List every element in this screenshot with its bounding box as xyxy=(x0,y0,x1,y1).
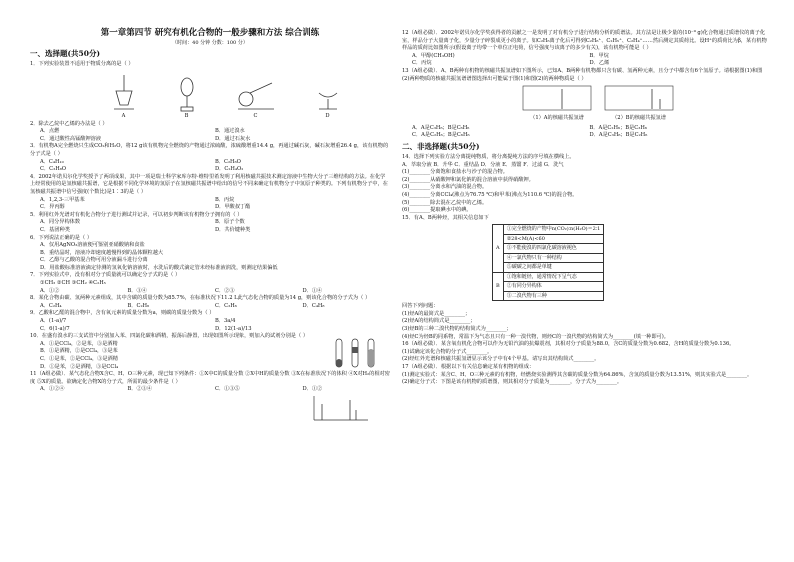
nmr-caption-a: （1）A的核磁共振氢谱 xyxy=(530,115,584,122)
option: A．①是CCl₄，②是苯，③是酒精 xyxy=(40,340,118,347)
option: ①CH₃ ②CH ③CH₂ ④C₂H₅ xyxy=(40,280,106,287)
list-item: (5)________除去混在乙烷中的乙烯。 xyxy=(402,199,488,206)
option: A．①② xyxy=(40,287,60,294)
list-item: (4)烃C为烃B的同系物，常温下为气态且只有一种一溴代物，则烃C的一溴代物的结构简式为________(填一种即可)。 xyxy=(402,333,669,340)
list-item: (1)________分离饱和食盐水与沙子的混合物。 xyxy=(402,169,508,176)
option: B．通过溴水 xyxy=(215,128,245,135)
option: A．A是C₃H₆；B是C₆H₆ xyxy=(412,124,470,131)
table-cell: A xyxy=(493,225,504,273)
option: C．通过酸性高锰酸钾溶液 xyxy=(40,135,102,142)
question-13: 13（A组必做）．A、B两种有机物的核磁共振氢谱如下图所示，已知A、B两种有机物都只含有碳、氢两种元素，且分子中都含有6个氢原子。请根据图(1)和图(2)两种物质的核磁共振氢谱谱图选择出可能属于图(1)和图(2)的两种物质是（ ） xyxy=(402,67,763,82)
apparatus-figure xyxy=(30,69,390,121)
test-tube-icon xyxy=(324,333,390,371)
option: B．C₂H₆O xyxy=(215,158,241,165)
question-16: 16（A组必做）．某含氧有机化合物可以作为无铅汽油的抗爆震剂，其相对分子质量为88.0，含C的质量分数为0.682，含H的质量分数为0.136。 xyxy=(402,341,735,348)
option: A．C₄H₁₀ xyxy=(40,158,64,165)
question-4: 4．2002年诺贝尔化学奖授予了两项成果，其中一项是瑞士科学家库尔特·维特里希发明了利用核磁共振技术测定溶液中生物大分子三维结构的方法。在化学上经常使用的是氢核磁共振谱，它是根据不同化学环境的氢原子在氢核磁共振谱中给出的信号不同来确定有机物分子中氢原子种类的。下列有机物分子中，在氢核磁共振谱中信号强度(个数比)是1∶3的是（ ） xyxy=(30,173,388,195)
exam-meta: （时间：40 分钟 分数：100 分） xyxy=(172,40,248,46)
table-cell: ④一氯代物只有一种结构 xyxy=(503,253,604,263)
question-8: 8．某化合物由碳、氢两种元素组成，其中含碳的质量分数为85.7%，在标准状况下11.2 L此气态化合物的质量为14 g，则该化合物的分子式为（ ） xyxy=(30,295,371,302)
list-item: (1)测定实验式：某含C、H、O三种元素的有机物，经燃烧实验测得其含碳的质量分数为64.86%，含氢的质量分数为13.51%，则其实验式是________。 xyxy=(402,371,753,378)
question-10: 10．在盛有溴水的三支试管中分别加入苯、四氯化碳和酒精，振荡后静置，出现如图所示现象，则加入的试剂分别是（ ） xyxy=(30,333,309,340)
option: A．C₂H₄ xyxy=(40,302,62,309)
option: B．②③④ xyxy=(127,386,153,393)
option: C．基团种类 xyxy=(40,226,70,233)
separatory-funnel-icon xyxy=(177,73,197,113)
option: D．用盐酸标准溶液滴定待测的氢氧化钠溶液时，水洗后的酸式滴定管未经标准液润洗，则测定结果偏低 xyxy=(40,264,278,271)
option: A．同分异构体数 xyxy=(40,219,81,226)
option: D．12(1-a)/13 xyxy=(215,325,252,332)
option: B．C₂H₆ xyxy=(127,302,150,309)
list-item: (2)经红外光谱和核磁共振氢谱显示该分子中有4个甲基。请写出其结构简式________。 xyxy=(402,356,600,363)
distillation-icon xyxy=(236,73,276,113)
table-cell: ②有同分异构体 xyxy=(503,282,604,292)
flask-apparatus-icon xyxy=(110,73,138,113)
evaporation-icon xyxy=(315,73,341,113)
question-7: 7．下列实验式中，没有相对分子质量就可以确定分子式的是（ ） xyxy=(30,272,181,279)
option: A．1,2,3-三甲基苯 xyxy=(40,196,85,203)
list-item: (1)烃A的最简式是________； xyxy=(402,310,471,317)
figure-label-d: D xyxy=(325,113,330,119)
option: C．异丙醇 xyxy=(40,204,65,211)
nmr-spectrum-icon xyxy=(522,85,592,115)
table-cell: ③不能使溴的四氯化碳溶液褪色 xyxy=(503,244,604,254)
option: B．甲烷 xyxy=(589,52,609,59)
question-3: 3．有机物A完全燃烧只生成CO₂和H₂O，将12 g该有机物完全燃烧的产物通过浓硫酸，浓硫酸增重14.4 g，再通过碱石灰，碱石灰增重26.4 g，该有机物的分子式是（ ） xyxy=(30,143,389,157)
option: A．点燃 xyxy=(40,128,60,135)
question-14-methods: A．萃取分液 B．升华 C．重结晶 D．分液 E．蒸馏 F．过滤 G．洗气 xyxy=(402,161,564,168)
option: D．共价键种类 xyxy=(215,226,251,233)
nmr-figures xyxy=(402,85,767,123)
option: C．6(1-a)/7 xyxy=(40,325,70,332)
question-14: 14．选择下列实验方法分离提纯物质，将分离提纯方法的序号填在横线上。 xyxy=(402,153,575,160)
question-12: 12（A组必做）．2002年诺贝尔化学奖获得者的贡献之一是发明了对有机分子进行结构分析的质谱法。其方法是让极少量的(10⁻⁹ g)化合物通过质谱仪的离子化室，样品分子大量离子化，少量分子碎裂成更小的离子。如C₂H₆离子化后可得到C₂H₆⁺、C₂H₅⁺、C₂H₄⁺……然后测定其质荷比。设H⁺的质荷比为β，某有机物样品的质荷比如图所示(假设离子均带一个单位正电荷，信号强度与该离子的多少有关)，该有机物可能是（ ） xyxy=(402,30,767,52)
question-6: 6．下列说法正确的是（ ） xyxy=(30,234,93,241)
option: C．C₃H₆ xyxy=(215,302,237,309)
figure-label-a: A xyxy=(121,113,126,119)
option: D．A是C₃H₆；B是C₂H₆ xyxy=(589,132,648,139)
option: B．3a/4 xyxy=(215,318,236,325)
section-heading-choice: 一、选择题(共50分) xyxy=(30,49,101,58)
list-item: (3)烃B的三种二溴代物的结构简式为________； xyxy=(402,326,512,333)
option: B．③④ xyxy=(127,287,147,294)
figure-label-b: B xyxy=(184,113,189,119)
option: D．乙烯 xyxy=(589,60,610,67)
option: C．丙烷 xyxy=(412,60,432,67)
list-item: 回答下列问题： xyxy=(402,303,439,310)
question-1: 1．下列实验装置不适用于物质分离的是（ ） xyxy=(30,61,134,67)
page-title: 第一章第四节 研究有机化合物的一般步骤和方法 综合训练 xyxy=(100,28,320,38)
list-item: (3)________分离水和汽油的混合物。 xyxy=(402,184,488,191)
option: B．①是酒精，②是CCl₄，③是苯 xyxy=(40,348,118,355)
option: B．A是C₂H₆；B是C₃H₆ xyxy=(589,124,647,131)
option: C．A是C₂H₆；B是C₆H₆ xyxy=(412,132,470,139)
list-item: (6)________提取碘水中的碘。 xyxy=(402,207,472,214)
left-column xyxy=(30,28,390,424)
list-item: (2)确定分子式：下图是该有机物的质谱图，则其相对分子质量为________，分子式为________。 xyxy=(402,379,623,386)
option: B．重结晶时，溶液冷却速度越慢得到的晶体颗粒越大 xyxy=(40,249,164,256)
option: C．乙醇与乙酸的混合物可用分液漏斗进行分离 xyxy=(40,257,148,264)
nmr-spectrum-icon xyxy=(604,85,674,115)
mass-spectrum-icon xyxy=(310,394,670,424)
question-5: 5．利用红外光谱对有机化合物分子进行测试并记录，可以初步判断该有机物分子拥有的（ ） xyxy=(30,211,243,218)
table-cell: B xyxy=(493,272,504,301)
table-cell: ①完全燃烧的产物中n(CO₂)∶n(H₂O)＝2∶1 xyxy=(503,225,604,235)
option: D．①④ xyxy=(302,287,323,294)
question-17: 17（A组必做）．根据以下有关信息确定某有机物的组成： xyxy=(402,364,535,371)
option: B．丙烷 xyxy=(215,196,235,203)
option: C．②③ xyxy=(215,287,235,294)
table-cell: ②28<M(A)<60 xyxy=(503,234,604,244)
table-cell: ①饱和链烃，通常情况下呈气态 xyxy=(503,272,604,282)
option: A．(1-a)/7 xyxy=(40,318,67,325)
nmr-caption-b: （2）B的核磁共振氢谱 xyxy=(612,115,666,122)
option: C．①③⑤ xyxy=(215,386,240,393)
question-15: 15．有A、B两种烃，其相关信息如下 xyxy=(402,214,489,221)
table-cell: ③二溴代物有三种 xyxy=(503,291,604,301)
list-item: (2)________从硝酸钾和氯化钠的混合溶液中获得硝酸钾。 xyxy=(402,176,534,183)
option: D．C₂H₄O₂ xyxy=(215,166,244,173)
question-11: 11（A组必做）．某气态化合物X含C、H、O三种元素，现已知下列条件：①X中C的质量分数 ②X中H的质量分数 ③X在标准状况下的体积 ④X对H₂的相对密度 ⑤X的质量。欲确定化合物X的分子式，所需的最少条件是（ ） xyxy=(30,371,390,385)
table-cell: ⑤碳碳之间都是单键 xyxy=(503,263,604,273)
option: D．①是苯，②是酒精，③是CCl₄ xyxy=(40,363,119,370)
list-item: (2)烃A的结构简式是________； xyxy=(402,318,476,325)
option: D．甲酸叔丁酯 xyxy=(215,204,251,211)
question-2: 2．除去乙烷中乙烯的办法是（ ） xyxy=(30,120,108,127)
option: A．①②④ xyxy=(40,386,65,393)
list-item: (4)________分离CCl₄(沸点为76.75 ℃)和甲苯(沸点为110.6 ℃)的混合物。 xyxy=(402,191,578,198)
figure-label-c: C xyxy=(253,113,258,119)
option: B．原子个数 xyxy=(215,219,245,226)
section-heading-nonchoice: 二、非选择题(共50分) xyxy=(402,141,480,151)
option: D．①② xyxy=(302,386,323,393)
option: C．C₃H₈O xyxy=(40,166,67,173)
list-item: (1)试确定该化合物的分子式________。 xyxy=(402,348,493,355)
option: D．C₄H₈ xyxy=(302,302,325,309)
right-column xyxy=(402,30,767,387)
hydrocarbon-info-table xyxy=(492,224,604,301)
option: C．①是苯，②是CCl₄，③是酒精 xyxy=(40,356,118,362)
option: D．通过石灰水 xyxy=(215,135,251,142)
option: A．甲醇(CH₃OH) xyxy=(412,52,455,59)
option: A．仅用AgNO₃溶液便可鉴别亚硝酸钠和食盐 xyxy=(40,242,145,249)
question-9: 9．乙酸和乙醛的混合物中，含有氧元素的质量分数为a，则碳的质量分数为（ ） xyxy=(30,310,215,317)
